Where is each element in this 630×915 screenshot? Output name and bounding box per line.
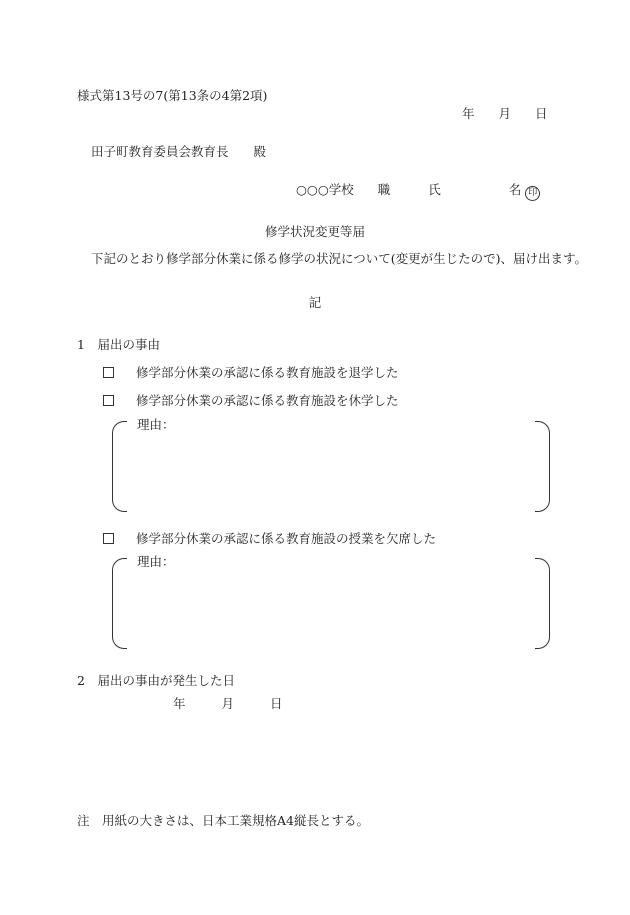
- applicant-name-right: 名: [508, 182, 522, 197]
- option-withdraw-label: 修学部分休業の承認に係る教育施設を退学した: [136, 365, 399, 380]
- header-date: [462, 104, 548, 122]
- section2-heading: 2 届出の事由が発生した日: [77, 673, 235, 688]
- section1-heading: 1 届出の事由: [77, 337, 160, 352]
- ki-label: 記: [308, 295, 322, 310]
- reason-absent-bracket-left: [112, 558, 127, 649]
- occurrence-day-label: 日: [270, 696, 283, 711]
- applicant-name-left: 氏: [428, 182, 441, 197]
- applicant-school: ○○○学校: [296, 182, 354, 197]
- intro-text: 下記のとおり修学部分休業に係る修学の状況について(変更が生じたので)、届け出ます。: [91, 251, 588, 266]
- header-day-label: 日: [535, 106, 548, 121]
- applicant-line: [296, 180, 540, 201]
- option-leave: [103, 391, 399, 409]
- header-year-label: 年: [462, 106, 475, 121]
- occurrence-month-label: 月: [221, 696, 235, 711]
- option-absent: [103, 529, 436, 547]
- form-title: 修学状況変更等届: [264, 224, 365, 239]
- reason-absent-bracket-right: [535, 558, 550, 649]
- checkbox-absent[interactable]: [103, 533, 114, 544]
- checkbox-withdraw[interactable]: [103, 367, 114, 378]
- reason-leave-bracket-right: [535, 421, 550, 512]
- option-withdraw: [103, 363, 399, 381]
- reason-leave-label: 理由：: [137, 417, 175, 432]
- applicant-title: 職: [377, 182, 391, 197]
- occurrence-year-label: 年: [173, 696, 186, 711]
- option-leave-label: 修学部分休業の承認に係る教育施設を休学した: [136, 393, 399, 408]
- reason-absent-label: 理由：: [137, 554, 175, 569]
- header-month-label: 月: [498, 106, 512, 121]
- option-absent-label: 修学部分休業の承認に係る教育施設の授業を欠席した: [136, 531, 437, 546]
- occurrence-date: [173, 694, 283, 712]
- addressee: 田子町教育委員会教育長 殿: [91, 144, 267, 159]
- reason-leave-bracket-left: [112, 421, 127, 512]
- form-id: 様式第13号の7(第13条の4第2項): [77, 88, 268, 103]
- footnote: 注 用紙の大きさは、日本工業規格A4縦長とする。: [77, 813, 369, 828]
- checkbox-leave[interactable]: [103, 395, 114, 406]
- seal-mark: 印: [525, 186, 540, 201]
